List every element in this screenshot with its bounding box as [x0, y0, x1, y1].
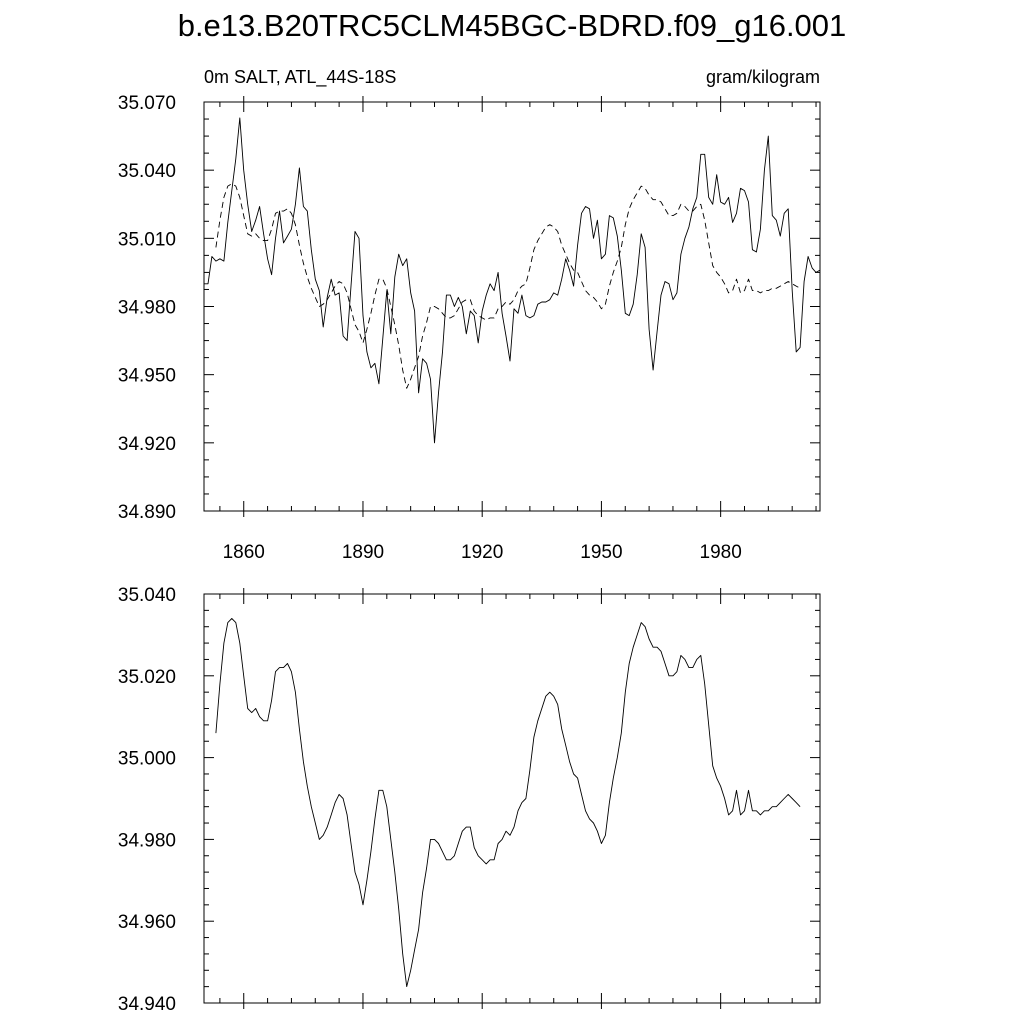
chart-title: b.e13.B20TRC5CLM45BGC-BDRD.f09_g16.001	[177, 8, 847, 43]
y-tick-label: 34.960	[117, 912, 176, 934]
x-tick-label: 1860	[222, 542, 265, 563]
top-plot-frame	[204, 102, 820, 511]
x-tick-label: 1950	[580, 542, 623, 563]
y-tick-label: 35.010	[117, 229, 176, 251]
x-tick-label: 1980	[699, 542, 742, 563]
top-panel-left-label: 0m SALT, ATL_44S-18S	[204, 67, 397, 87]
y-tick-label: 35.070	[117, 93, 176, 114]
top-panel	[118, 67, 820, 563]
y-tick-label: 35.040	[117, 585, 176, 606]
x-tick-label: 1920	[461, 542, 504, 563]
y-tick-label: 34.890	[117, 502, 176, 523]
annual-series-line	[216, 619, 800, 987]
y-tick-label: 34.980	[117, 830, 176, 852]
smoothed-series-line	[216, 184, 800, 388]
y-tick-label: 34.950	[117, 365, 176, 387]
x-tick-label: 1890	[341, 542, 385, 563]
y-tick-label: 35.020	[117, 666, 176, 688]
annual-series-line	[204, 118, 820, 443]
y-tick-label: 35.000	[117, 748, 176, 770]
bottom-plot-frame	[204, 594, 820, 1003]
y-tick-label: 34.920	[117, 433, 176, 455]
y-tick-label: 35.040	[117, 161, 176, 183]
y-tick-label: 34.940	[117, 994, 176, 1015]
top-panel-units-label: gram/kilogram	[705, 67, 820, 87]
y-tick-label: 34.980	[117, 297, 176, 319]
bottom-panel	[118, 585, 820, 1015]
